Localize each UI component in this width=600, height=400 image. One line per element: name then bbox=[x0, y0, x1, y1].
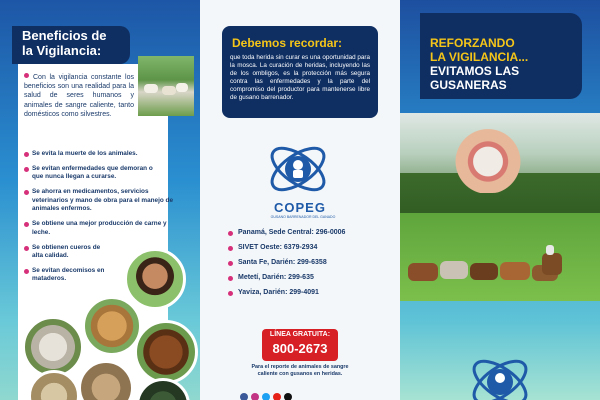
middle-panel bbox=[200, 0, 400, 400]
headline-yellow: REFORZANDO LA VIGILANCIA... bbox=[430, 36, 529, 64]
copeg-logo-icon bbox=[260, 135, 336, 203]
contact-item: Panamá, Sede Central: 296-0006 bbox=[228, 228, 388, 237]
logo-name: COPEG bbox=[274, 200, 326, 215]
bullet-icon bbox=[228, 261, 233, 266]
left-panel bbox=[0, 0, 200, 400]
bullet-icon bbox=[24, 152, 29, 157]
benefits-title bbox=[22, 28, 107, 58]
list-item: Se evitan decomisos en mataderos. bbox=[24, 267, 112, 284]
list-item: Se obtienen cueros de alta calidad. bbox=[24, 244, 112, 261]
bullet-icon bbox=[24, 222, 29, 227]
contact-item: Yaviza, Darién: 299-4091 bbox=[228, 288, 388, 297]
contact-item: SIVET Oeste: 6379-2934 bbox=[228, 243, 388, 252]
instagram-icon[interactable] bbox=[251, 393, 259, 400]
facebook-icon[interactable] bbox=[240, 393, 248, 400]
logo-subtitle: GUSANO BARRENADOR DEL GANADO bbox=[270, 215, 336, 219]
bullet-icon bbox=[24, 246, 29, 251]
bullet-icon bbox=[228, 291, 233, 296]
recall-text: que toda herida sin curar es una oportunidad para la mosca. La curación de heridas, incluyendo las de los ombligos, es la protección más segura contra las enfermedades y la parte del compromiso del productor para mantenerse libre de gusano barrenador. bbox=[230, 54, 370, 101]
bullet-icon bbox=[228, 276, 233, 281]
right-panel bbox=[400, 0, 600, 400]
copeg-logo-icon bbox=[462, 348, 538, 400]
child-photo bbox=[124, 248, 186, 310]
hotline-note: Para el reporte de animales de sangre caliente con gusanos en heridas. bbox=[251, 364, 349, 377]
hotline-label: LÍNEA GRATUITA: bbox=[269, 331, 331, 338]
contact-item: Metetí, Darién: 299-635 bbox=[228, 273, 388, 282]
hotline-number[interactable]: 800-2673 bbox=[272, 341, 328, 356]
recall-title: Debemos recordar: bbox=[232, 36, 343, 50]
twitter-icon[interactable] bbox=[262, 393, 270, 400]
goat-photo bbox=[22, 316, 84, 378]
dog-photo bbox=[82, 296, 142, 356]
bullet-icon bbox=[24, 269, 29, 274]
benefits-intro: Con la vigilancia constante los beneficios son una realidad para la salud de seres humanos y animales de sangre caliente, tanto domésticos como silvestres. bbox=[24, 74, 134, 118]
contact-item: Santa Fe, Darién: 299-6358 bbox=[228, 258, 388, 267]
bullet-icon bbox=[228, 231, 233, 236]
bullet-icon bbox=[24, 73, 29, 78]
horse-photo bbox=[134, 320, 198, 384]
benefits-title-line2: la Vigilancia: bbox=[22, 43, 102, 58]
cattle-field-photo bbox=[400, 113, 600, 301]
contacts-list bbox=[228, 228, 388, 303]
cattle-photo bbox=[138, 56, 194, 116]
bullet-icon bbox=[24, 167, 29, 172]
headline-white: EVITAMOS LAS GUSANERAS bbox=[430, 64, 520, 92]
list-item: Se obtiene una mejor producción de carne y leche. bbox=[24, 220, 172, 237]
benefits-title-line1: Beneficios de bbox=[22, 28, 107, 43]
list-item: Se evita la muerte de los animales. bbox=[24, 150, 152, 158]
bullet-icon bbox=[228, 246, 233, 251]
list-item: Se ahorra en medicamentos, servicios veterinarios y mano de obra para el manejo de animales enfermos. bbox=[24, 188, 182, 213]
bullet-icon bbox=[24, 190, 29, 195]
list-item: Se evitan enfermedades que demoran o que nunca llegan a curarse. bbox=[24, 165, 162, 182]
tiktok-icon[interactable] bbox=[284, 393, 292, 400]
youtube-icon[interactable] bbox=[273, 393, 281, 400]
